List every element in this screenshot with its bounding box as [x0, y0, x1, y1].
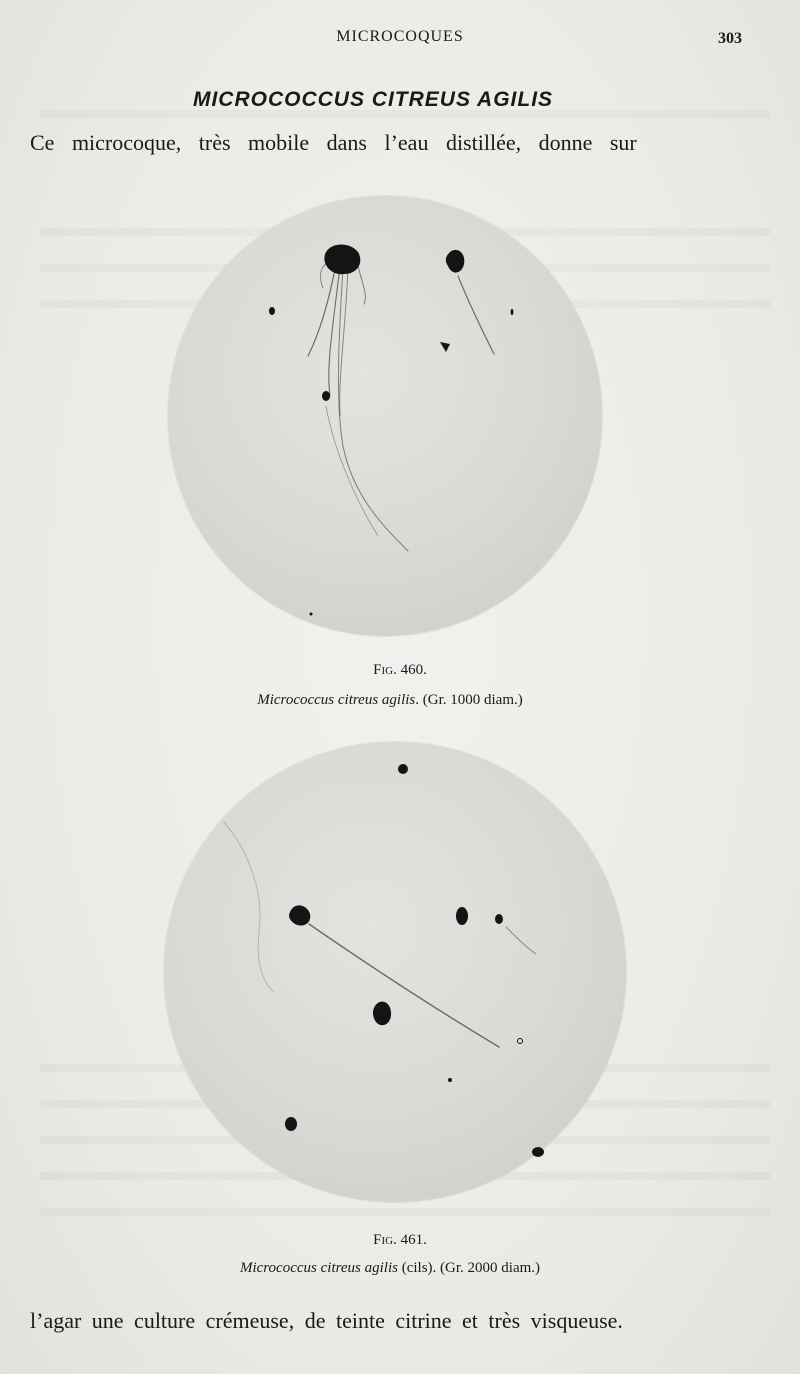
micrograph-plate-460	[168, 196, 602, 636]
figure-460-caption	[0, 692, 780, 709]
page-number: 303	[718, 30, 742, 47]
figure-460-number: Fig. 460.	[373, 662, 427, 678]
section-title: MICROCOCCUS CITREUS AGILIS	[192, 88, 554, 111]
body-paragraph-intro: Ce microcoque, très mobile dans l’eau distillée, donne sur	[30, 130, 637, 155]
running-head: MICROCOQUES	[336, 28, 464, 45]
micrograph-461-image	[164, 742, 626, 1202]
figure-461-species: Micrococcus citreus agilis	[239, 1260, 398, 1276]
micrograph-460-image	[168, 196, 602, 636]
figure-461-number: Fig. 461.	[373, 1232, 427, 1248]
show-through-line	[40, 1208, 770, 1216]
figure-461-detail: (cils). (Gr. 2000 diam.)	[397, 1260, 541, 1276]
body-paragraph-conclusion: l’agar une culture crémeuse, de teinte citrine et très visqueuse.	[30, 1308, 623, 1333]
figure-461-caption	[0, 1260, 780, 1277]
figure-460-detail: . (Gr. 1000 diam.)	[415, 692, 523, 708]
figure-460-species: Micrococcus citreus agilis	[257, 692, 416, 708]
micrograph-plate-461	[164, 742, 626, 1202]
